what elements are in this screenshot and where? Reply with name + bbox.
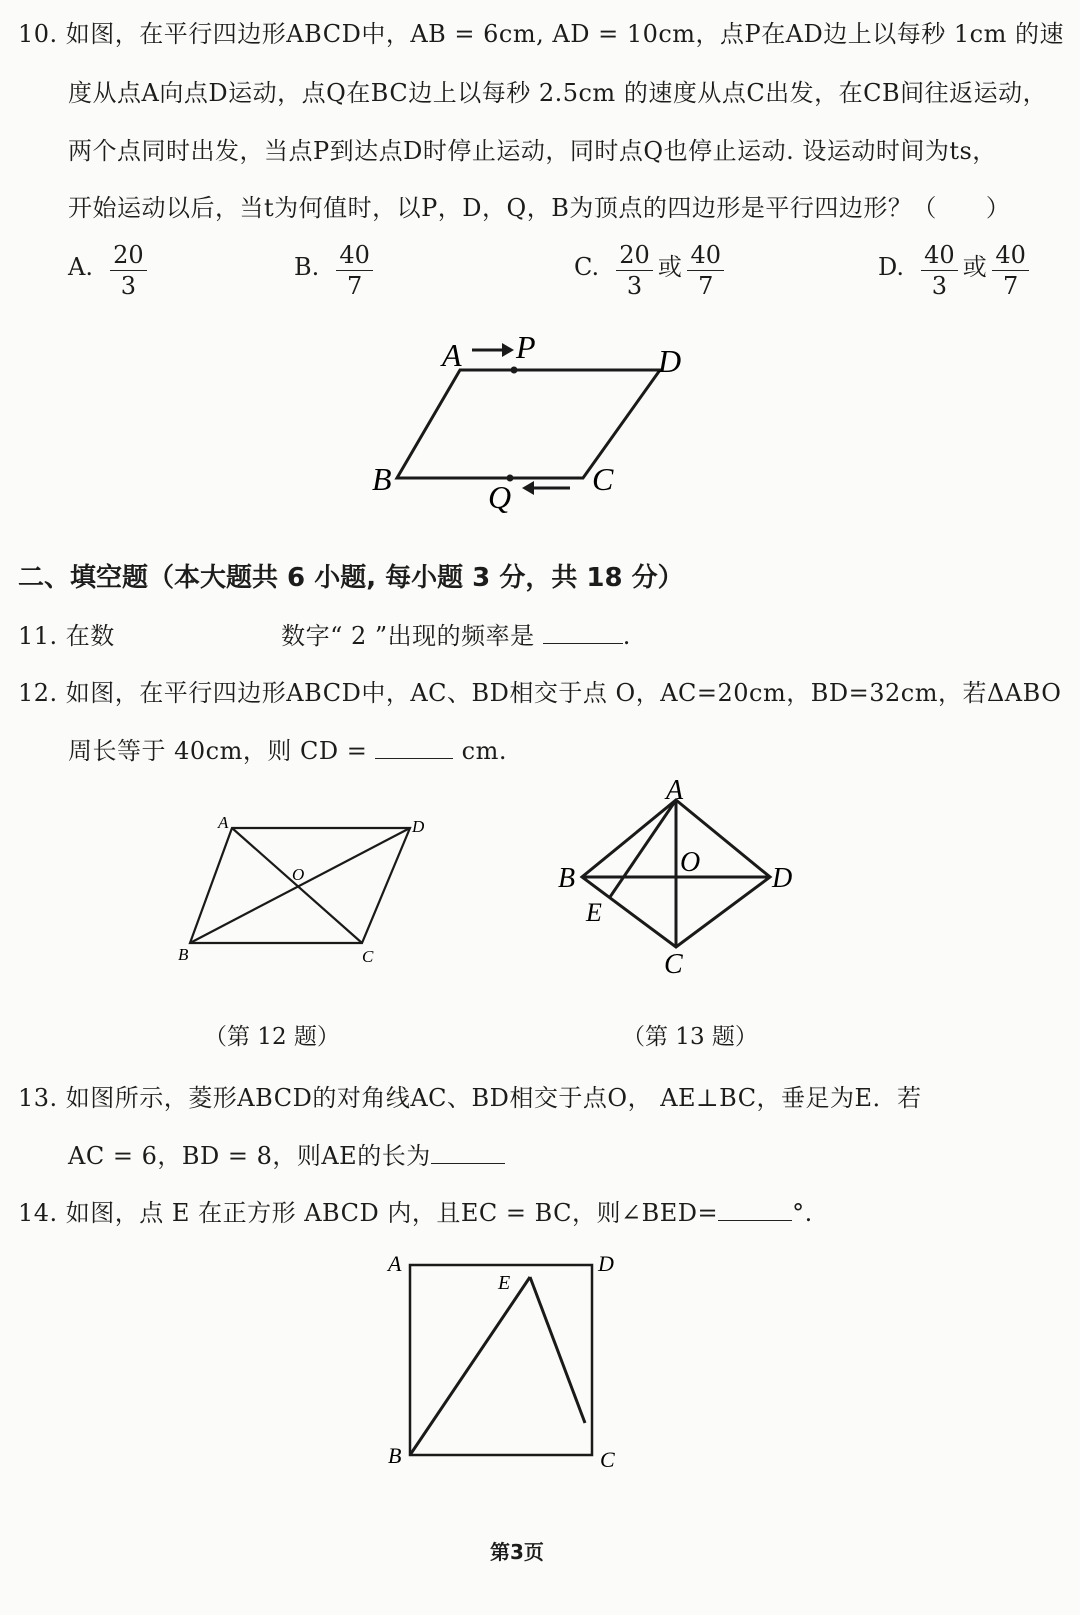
diagonal-bd — [190, 828, 410, 943]
label-b: B — [178, 945, 189, 964]
segment-ec — [530, 1277, 585, 1423]
altitude-ae — [610, 800, 676, 897]
q10-option-d: D. $\frac{40}{3}$ 或 $\frac{40}{7}$ — [878, 240, 1029, 301]
q11-line: 11. 在数 数字“ 2 ”出现的频率是 . — [18, 622, 631, 650]
arrow-head-left-icon — [522, 481, 534, 495]
label-a: A — [666, 775, 684, 806]
label-b: B — [388, 1443, 402, 1468]
q12-line1: 12. 如图，在平行四边形ABCD中，AC、BD相交于点 O，AC=20cm，BD=32cm，若ΔABO — [18, 679, 1062, 707]
label-c: C — [362, 947, 374, 966]
label-e: E — [586, 898, 602, 927]
section-title: 二、填空题（本大题共 6 小题, 每小题 3 分，共 18 分） — [18, 563, 684, 593]
label-b: B — [558, 863, 576, 894]
fraction: $\frac{40}{7}$ — [336, 240, 373, 301]
page-number: 第3页 — [490, 1540, 544, 1564]
q12-parallelogram-figure — [170, 808, 440, 973]
fraction: $\frac{40}{7}$ — [992, 240, 1029, 301]
parallelogram-shape — [397, 370, 660, 478]
arrow-head-right-icon — [502, 343, 514, 357]
label-a: A — [218, 813, 229, 832]
point-p — [511, 367, 518, 374]
q10-parallelogram-figure — [360, 330, 700, 520]
fraction: $\frac{40}{7}$ — [687, 240, 724, 301]
q13-rhombus-figure — [550, 775, 810, 985]
answer-blank[interactable] — [543, 621, 623, 644]
label-d: D — [598, 1251, 614, 1276]
q13-caption: （第 13 题） — [622, 1024, 758, 1050]
q13-line1: 13. 如图所示，菱形ABCD的对角线AC、BD相交于点O， AE⊥BC，垂足为E．若 — [18, 1084, 922, 1112]
label-b: B — [372, 461, 392, 497]
answer-blank[interactable] — [375, 736, 453, 759]
label-o: O — [680, 847, 701, 878]
q14-line1: 14. 如图，点 E 在正方形 ABCD 内，且EC = BC，则∠BED= °. — [18, 1199, 813, 1227]
label-d: D — [772, 863, 793, 894]
label-o: O — [292, 865, 305, 884]
q10-option-a: A. $\frac{20}{3}$ — [68, 240, 147, 301]
answer-blank[interactable] — [431, 1141, 505, 1164]
label-a: A — [388, 1251, 402, 1276]
fraction: $\frac{20}{3}$ — [110, 240, 147, 301]
label-c: C — [592, 461, 614, 497]
label-p: P — [516, 330, 536, 365]
label-q: Q — [488, 479, 512, 515]
answer-blank[interactable] — [718, 1198, 792, 1221]
q10-option-b: B. $\frac{40}{7}$ — [294, 240, 373, 301]
label-c: C — [600, 1447, 615, 1472]
q10-line4: 开始运动以后，当t为何值时，以P，D，Q，B为顶点的四边形是平行四边形？（ ） — [68, 194, 1011, 222]
q10-line3: 两个点同时出发，当点P到达点D时停止运动，同时点Q也停止运动. 设运动时间为ts， — [68, 137, 997, 165]
q10-option-c: C. $\frac{20}{3}$ 或 $\frac{40}{7}$ — [574, 240, 724, 301]
fraction: $\frac{40}{3}$ — [921, 240, 958, 301]
label-d: D — [658, 343, 682, 379]
label-c: C — [664, 949, 683, 980]
label-d: D — [412, 817, 425, 836]
q14-square-figure — [380, 1245, 630, 1475]
q10-line2: 度从点A向点D运动，点Q在BC边上以每秒 2.5cm 的速度从点C出发，在CB间往返运动， — [68, 79, 1048, 107]
fraction: $\frac{20}{3}$ — [616, 240, 653, 301]
label-a: A — [442, 337, 462, 373]
diagonal-ac — [232, 828, 362, 943]
q12-line2: 周长等于 40cm，则 CD = cm. — [68, 737, 507, 765]
label-e: E — [498, 1272, 511, 1294]
q13-line2: AC = 6，BD = 8，则AE的长为 — [68, 1136, 505, 1171]
q10-line1: 10. 如图，在平行四边形ABCD中，AB = 6cm, AD = 10cm，点P在AD边上以每秒 1cm 的速 — [18, 20, 1065, 48]
segment-be — [410, 1277, 530, 1455]
q12-caption: （第 12 题） — [204, 1024, 340, 1050]
